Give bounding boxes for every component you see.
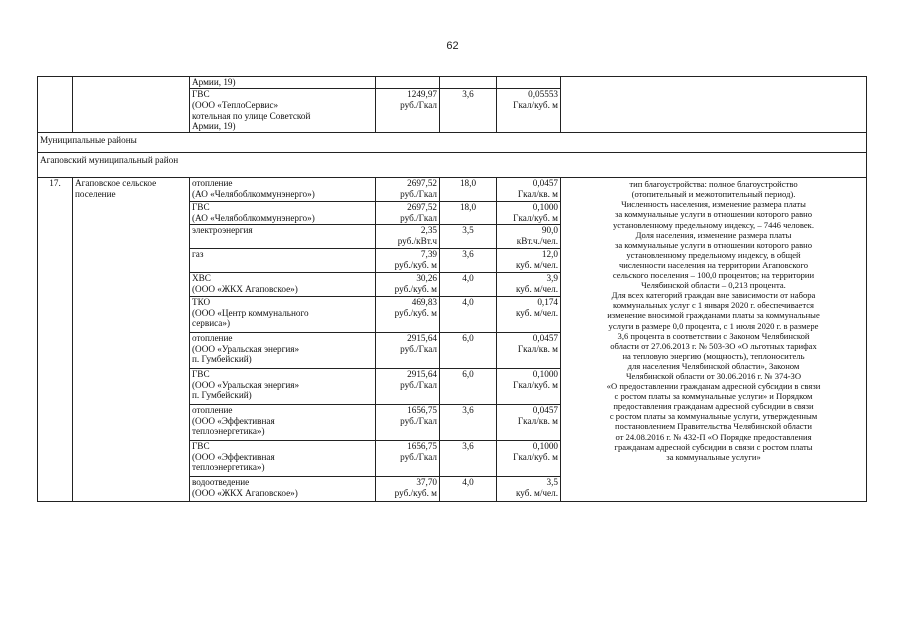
tariff-cell: 2697,52 руб./Гкал: [376, 202, 440, 225]
service-cell: отопление (АО «Челябоблкоммунэнерго»): [190, 178, 376, 202]
tariff-cell: 1656,75 руб./Гкал: [376, 404, 440, 440]
row-number: 17.: [38, 178, 73, 502]
index-cell: 3,6: [440, 89, 497, 133]
service-cell: ТКО (ООО «Центр коммунального сервиса»): [190, 296, 376, 332]
index-cell: 3,5: [440, 224, 497, 248]
tariff-table: [37, 76, 867, 502]
tariff-cell: 2915,64 руб./Гкал: [376, 332, 440, 368]
service-cell: водоотведение (ООО «ЖКХ Агаповское»): [190, 476, 376, 501]
service-cell: ГВС (ООО «Уральская энергия» п. Гумбейский): [190, 368, 376, 404]
norm-cell: 0,0457 Гкал/кв. м: [497, 178, 561, 202]
norm-cell: 0,0457 Гкал/кв. м: [497, 332, 561, 368]
index-cell: 3,6: [440, 404, 497, 440]
table-row: [38, 178, 867, 202]
service-cell: газ: [190, 248, 376, 272]
service-cell: Армии, 19): [190, 77, 376, 89]
service-cell: отопление (ООО «Эффективная теплоэнергетика»): [190, 404, 376, 440]
service-cell: ГВС (АО «Челябоблкоммунэнерго»): [190, 202, 376, 225]
service-cell: ГВС (ООО «Эффективная теплоэнергетика»): [190, 440, 376, 476]
tariff-cell: 7,39 руб./куб. м: [376, 248, 440, 272]
settlement-name: Агаповское сельское поселение: [73, 178, 190, 502]
norm-cell: 0,1000 Гкал/куб. м: [497, 368, 561, 404]
norm-cell: 3,9 куб. м/чел.: [497, 272, 561, 296]
table-row: [38, 77, 867, 89]
tariff-cell: 469,83 руб./куб. м: [376, 296, 440, 332]
table-row: [38, 89, 867, 133]
section-row: [38, 153, 867, 178]
index-cell: 4,0: [440, 296, 497, 332]
tariff-cell: 2,35 руб./кВт.ч: [376, 224, 440, 248]
norm-cell: 0,1000 Гкал/куб. м: [497, 202, 561, 225]
norm-cell: 90,0 кВт.ч./чел.: [497, 224, 561, 248]
section-row: [38, 133, 867, 153]
tariff-cell: [376, 77, 440, 89]
service-cell: ХВС (ООО «ЖКХ Агаповское»): [190, 272, 376, 296]
tariff-cell: 1249,97 руб./Гкал: [376, 89, 440, 133]
norm-cell: 0,174 куб. м/чел.: [497, 296, 561, 332]
tariff-cell: 1656,75 руб./Гкал: [376, 440, 440, 476]
index-cell: 18,0: [440, 202, 497, 225]
section-heading-district: Агаповский муниципальный район: [38, 153, 867, 178]
tariff-cell: 2697,52 руб./Гкал: [376, 178, 440, 202]
index-cell: 6,0: [440, 332, 497, 368]
index-cell: 3,6: [440, 440, 497, 476]
norm-cell: 12,0 куб. м/чел.: [497, 248, 561, 272]
index-cell: 6,0: [440, 368, 497, 404]
tariff-cell: 30,26 руб./куб. м: [376, 272, 440, 296]
service-cell: отопление (ООО «Уральская энергия» п. Гумбейский): [190, 332, 376, 368]
norm-cell: [497, 77, 561, 89]
service-cell: электроэнергия: [190, 224, 376, 248]
norm-cell: 0,0457 Гкал/кв. м: [497, 404, 561, 440]
tariff-cell: 37,70 руб./куб. м: [376, 476, 440, 501]
index-cell: 4,0: [440, 476, 497, 501]
index-cell: 3,6: [440, 248, 497, 272]
index-cell: [440, 77, 497, 89]
index-cell: 4,0: [440, 272, 497, 296]
section-heading-municipal: Муниципальные районы: [38, 133, 867, 153]
index-cell: 18,0: [440, 178, 497, 202]
document-body: [37, 76, 866, 502]
norm-cell: 3,5 куб. м/чел.: [497, 476, 561, 501]
norm-cell: 0,1000 Гкал/куб. м: [497, 440, 561, 476]
page-number: 62: [446, 40, 459, 52]
service-cell: ГВС (ООО «ТеплоСервис» котельная по улице Советской Армии, 19): [190, 89, 376, 133]
norm-cell: 0,05553 Гкал/куб. м: [497, 89, 561, 133]
tariff-cell: 2915,64 руб./Гкал: [376, 368, 440, 404]
conditions-note: тип благоустройства: полное благоустройство (отопительный и межотопительный период). Численность населения, изменение размера платы за коммунальные услуги в отношении которого равно установленному предельному индексу, – 7446 человек. Доля населения, изменение размера платы за коммунальные услуги в отношении которого равно установленному предельному индексу, в общей численности населения на территории Агаповского сельского поселения – 100,0 процентов; на территории Челябинской области – 0,213 процента. Для всех категорий граждан вне зависимости от набора коммунальных услуг с 1 января 2020 г. обеспечивается изменение вносимой гражданами платы за коммунальные услуги в размере 0,0 процента, с 1 июля 2020 г. в размере 3,6 процента в соответствии с Законом Челябинской области от 27.06.2013 г. № 503-ЗО «О льготных тарифах на тепловую энергию (мощность), теплоноситель для населения Челябинской области», Законом Челябинской области от 30.06.2016 г. № 374-ЗО «О предоставлении гражданам адресной субсидии в связи с ростом платы за коммунальные услуги» и Порядком предоставления гражданам адресной субсидии в связи с ростом платы за коммунальные услуги, утвержденным постановлением Правительства Челябинской области от 24.08.2016 г. № 432-П «О Порядке предоставления гражданам адресной субсидии в связи с ростом платы за коммунальные услуги»: [561, 178, 867, 502]
